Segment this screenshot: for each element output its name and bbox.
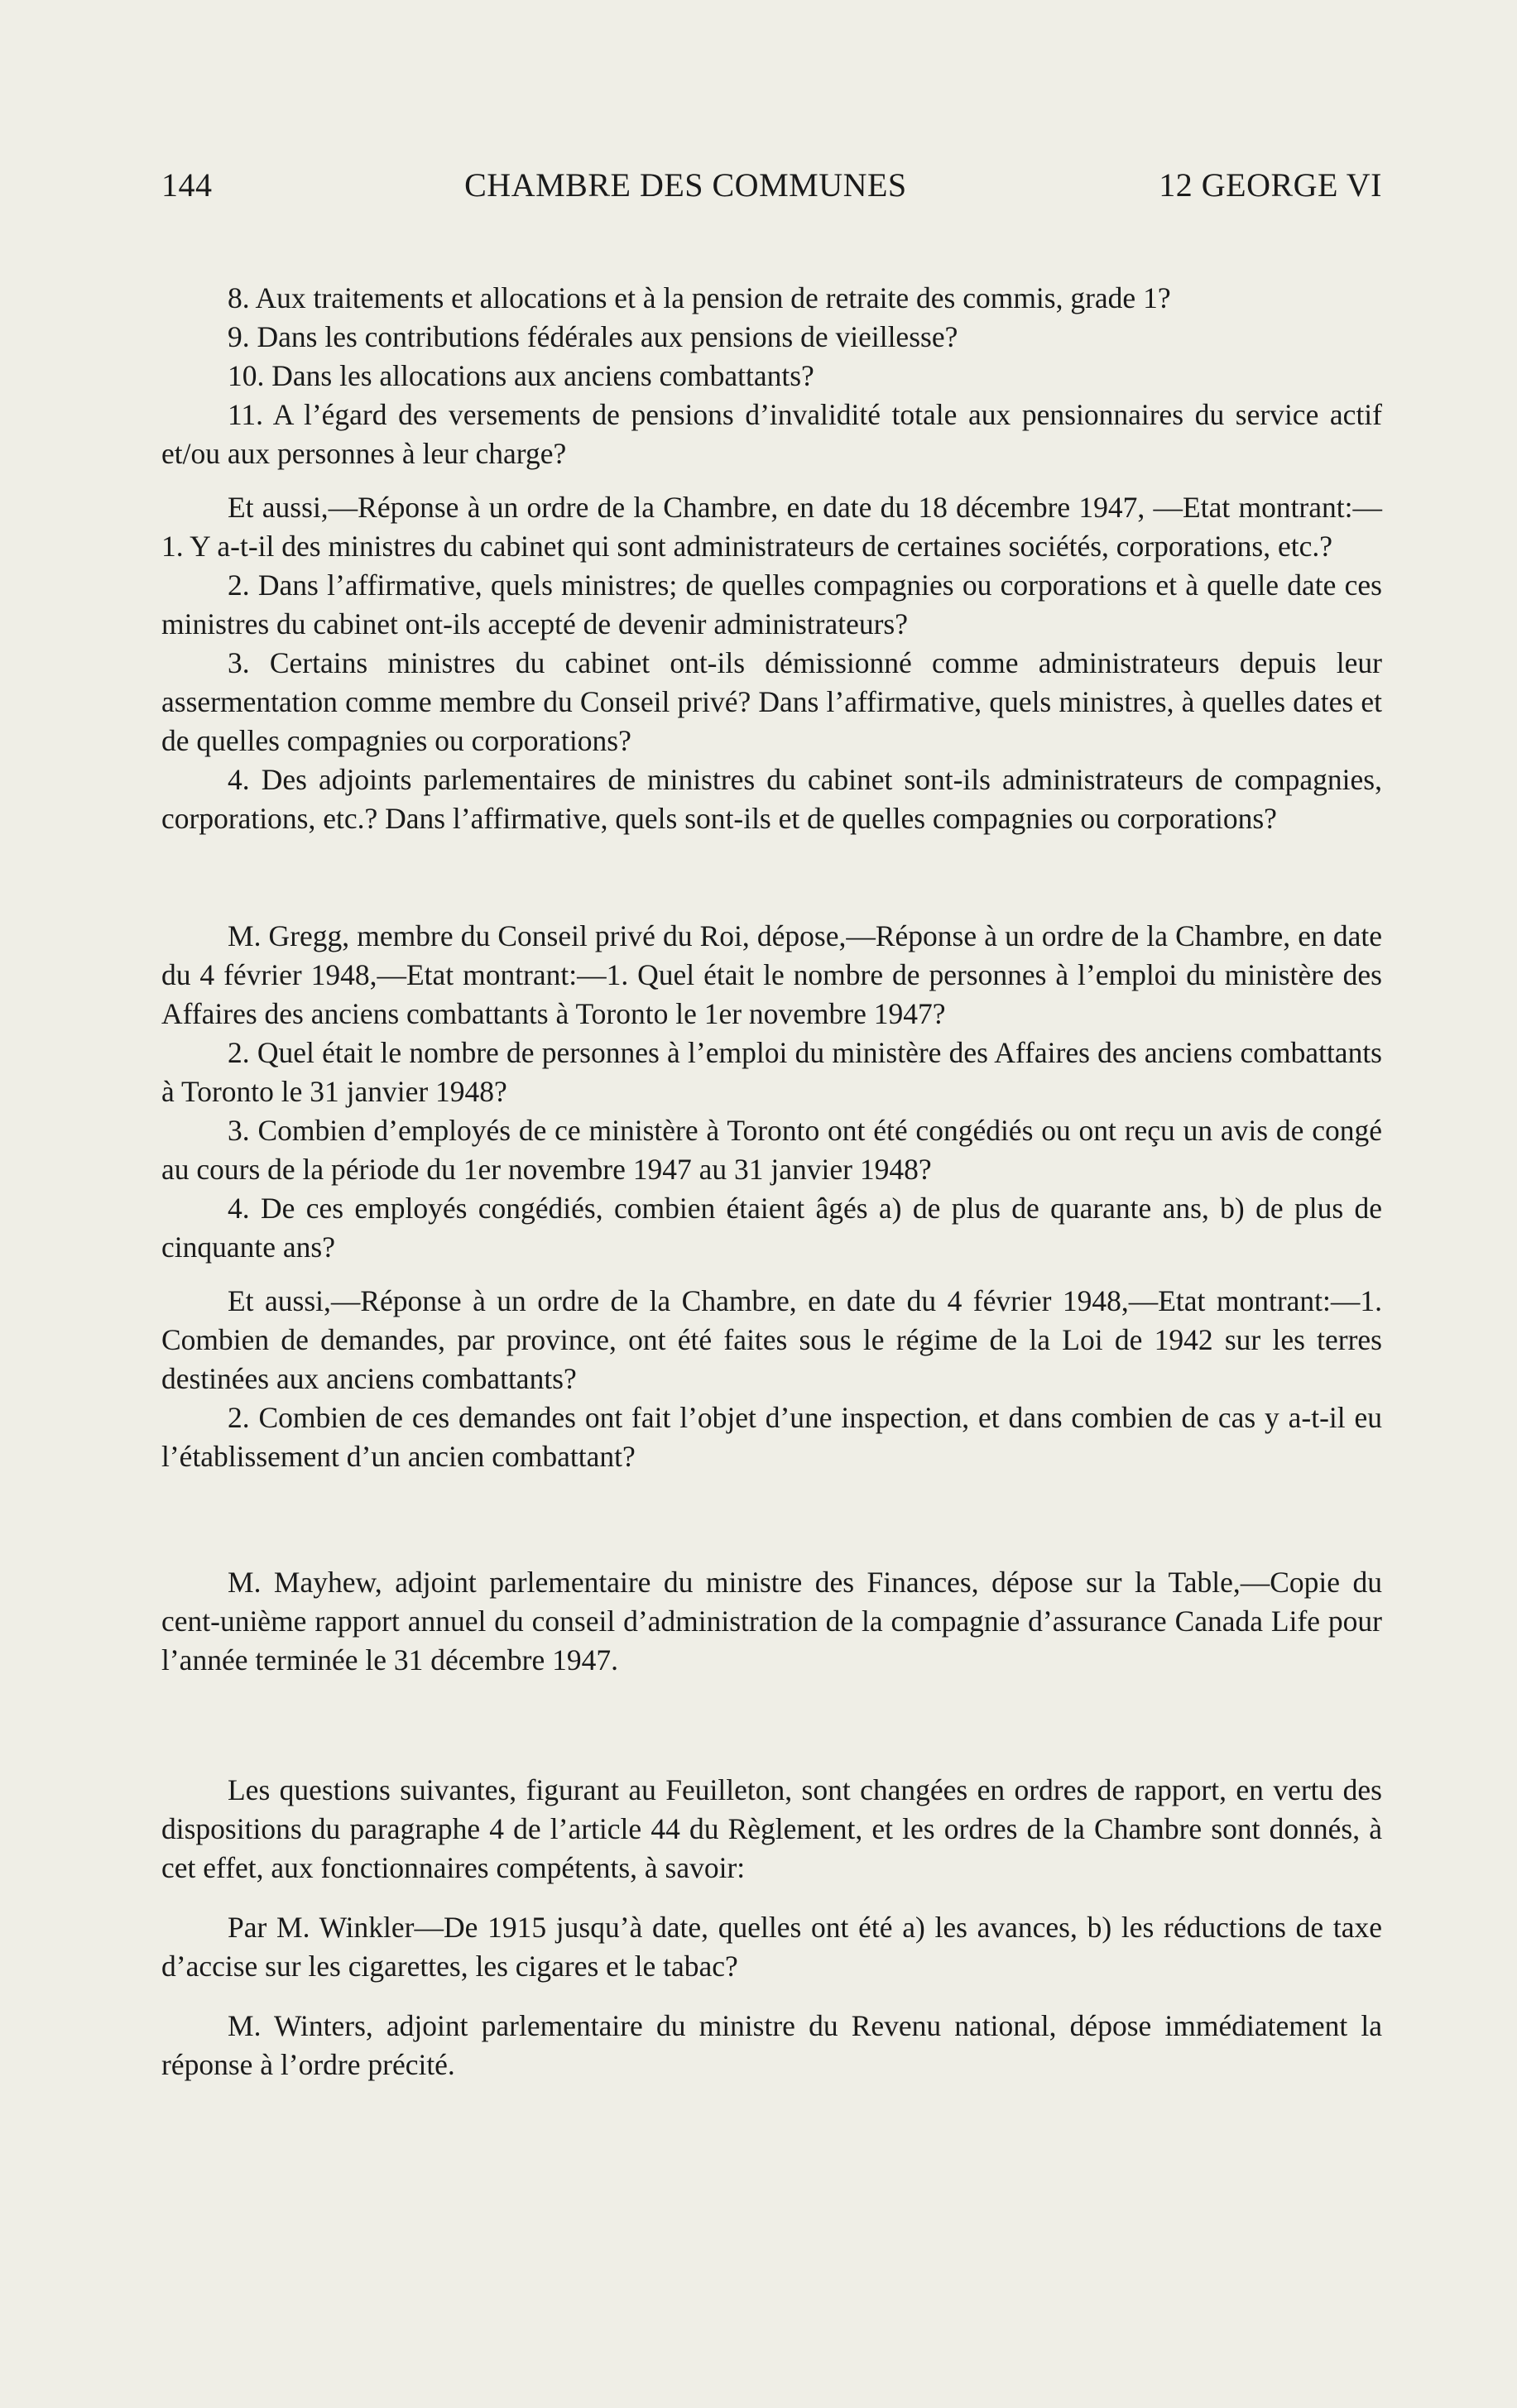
paragraph: Et aussi,—Réponse à un ordre de la Chambre, en date du 18 décembre 1947, —Etat montrant:—1. Y a-t-il des ministres du cabinet qui sont administrateurs de certaines sociétés, corporations, etc.? — [161, 491, 1382, 563]
page-header — [161, 165, 1382, 204]
paragraph: 8. Aux traitements et allocations et à la pension de retraite des commis, grade 1? — [228, 281, 1171, 314]
paragraph: 4. De ces employés congédiés, combien étaient âgés a) de plus de quarante ans, b) de plus de cinquante ans? — [161, 1192, 1382, 1264]
paragraph: 3. Combien d’employés de ce ministère à Toronto ont été congédiés ou ont reçu un avis de congé au cours de la période du 1er novembre 1947 au 31 janvier 1948? — [161, 1114, 1382, 1186]
paragraph: 9. Dans les contributions fédérales aux pensions de vieillesse? — [228, 320, 958, 353]
paragraph: 2. Dans l’affirmative, quels ministres; de quelles compagnies ou corporations et à quelle date ces ministres du cabinet ont-ils accepté de devenir administrateurs? — [161, 568, 1382, 640]
paragraph: 3. Certains ministres du cabinet ont-ils démissionné comme administrateurs depuis leur assermentation comme membre du Conseil privé? Dans l’affirmative, quels ministres, à quelles dates et de quelles compagnies ou corporations? — [161, 646, 1382, 757]
paragraph: M. Gregg, membre du Conseil privé du Roi, dépose,—Réponse à un ordre de la Chambre, en date du 4 février 1948,—Etat montrant:—1. Quel était le nombre de personnes à l’emploi du ministère des Affaires des anciens combattants à Toronto le 1er novembre 1947? — [161, 919, 1382, 1030]
paragraph: 11. A l’égard des versements de pensions d’invalidité totale aux pensionnaires du service actif et/ou aux personnes à leur charge? — [161, 398, 1382, 470]
paragraph: 10. Dans les allocations aux anciens combattants? — [228, 359, 814, 392]
paragraph: Par M. Winkler—De 1915 jusqu’à date, quelles ont été a) les avances, b) les réductions de taxe d’accise sur les cigarettes, les cigares et le tabac? — [161, 1911, 1382, 1983]
page-number: 144 — [161, 166, 213, 204]
page-body — [161, 279, 1382, 2084]
paragraph: 4. Des adjoints parlementaires de ministres du cabinet sont-ils administrateurs de compagnies, corporations, etc.? Dans l’affirmative, quels sont-ils et de quelles compagnies ou corporations? — [161, 763, 1382, 835]
running-title: CHAMBRE DES COMMUNES — [464, 166, 907, 204]
paragraph: M. Mayhew, adjoint parlementaire du ministre des Finances, dépose sur la Table,—Copie du cent-unième rapport annuel du conseil d’administration de la compagnie d’assurance Canada Life pour l’année terminée le 31 décembre 1947. — [161, 1566, 1382, 1676]
paragraph: M. Winters, adjoint parlementaire du ministre du Revenu national, dépose immédiatement la réponse à l’ordre précité. — [161, 2009, 1382, 2081]
paragraph: 2. Combien de ces demandes ont fait l’objet d’une inspection, et dans combien de cas y a-t-il eu l’établissement d’un ancien combattant? — [161, 1401, 1382, 1473]
paragraph: 2. Quel était le nombre de personnes à l’emploi du ministère des Affaires des anciens combattants à Toronto le 31 janvier 1948? — [161, 1036, 1382, 1108]
reign-year: 12 GEORGE VI — [1159, 166, 1382, 204]
paragraph: Et aussi,—Réponse à un ordre de la Chambre, en date du 4 février 1948,—Etat montrant:—1. Combien de demandes, par province, ont été faites sous le régime de la Loi de 1942 sur les terres destinées aux anciens combattants? — [161, 1284, 1382, 1395]
paragraph: Les questions suivantes, figurant au Feuilleton, sont changées en ordres de rapport, en vertu des dispositions du paragraphe 4 de l’article 44 du Règlement, et les ordres de la Chambre sont donnés, à cet effet, aux fonctionnaires compétents, à savoir: — [161, 1773, 1382, 1884]
